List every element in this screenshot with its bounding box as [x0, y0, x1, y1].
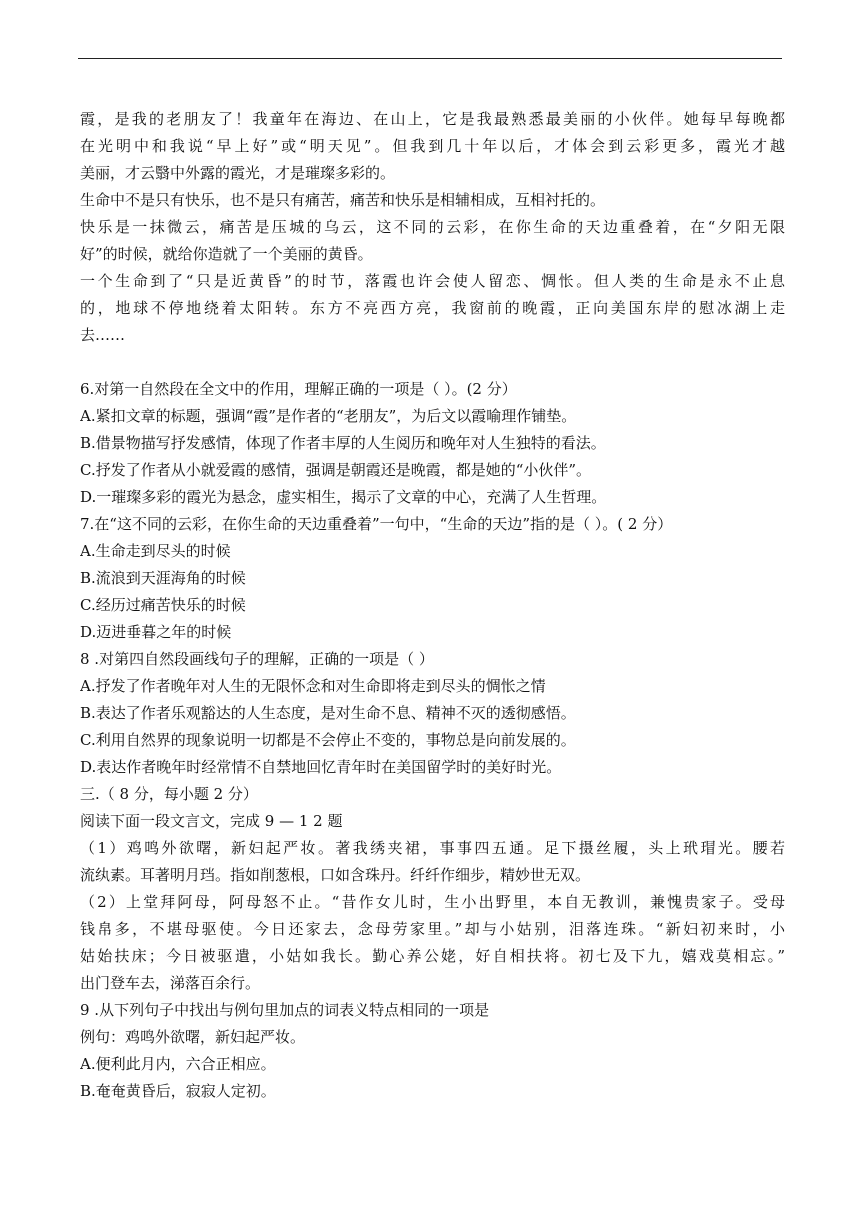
passage-line: 生命中不是只有快乐，也不是只有痛苦，痛苦和快乐是相辅相成，互相衬托的。 [80, 191, 606, 209]
classical-text-line: （1）鸡鸣外欲曙，新妇起严妆。著我绣夹裙，事事四五通。足下摄丝履，头上玳瑁光。腰若 [80, 839, 785, 857]
passage-line: 快乐是一抹微云，痛苦是压城的乌云，这不同的云彩，在你生命的天边重叠着，在“夕阳无限 [80, 218, 785, 236]
question-option: A.紧扣文章的标题，强调“霞”是作者的“老朋友”，为后文以霞喻理作铺垫。 [80, 407, 577, 425]
passage-line: 在光明中和我说“早上好”或“明天见”。但我到几十年以后，才体会到云彩更多，霞光才越 [80, 137, 785, 155]
question-option: C.抒发了作者从小就爱霞的感情，强调是朝霞还是晚霞，都是她的“小伙伴”。 [80, 461, 592, 479]
reading-instruction: 阅读下面一段文言文，完成 9 — 1 2 题 [80, 812, 343, 830]
passage-line: 好”的时候，就给你造就了一个美丽的黄昏。 [80, 245, 373, 263]
questions [80, 376, 785, 1105]
question-stem-9: 9 .从下列句子中找出与例句里加点的词表义特点相同的一项是 [80, 1001, 490, 1019]
section-heading-3: 三.（ 8 分，每小题 2 分） [80, 785, 258, 803]
passage [80, 106, 785, 349]
question-option: C.经历过痛苦快乐的时候 [80, 596, 246, 614]
classical-text-line: 流纨素。耳著明月珰。指如削葱根，口如含珠丹。纤纤作细步，精妙世无双。 [80, 866, 591, 884]
classical-text-line: 出门登车去，涕落百余行。 [80, 974, 261, 992]
question-option: A.便利此月内，六合正相应。 [80, 1055, 276, 1073]
passage-line: 去…… [80, 326, 126, 344]
passage-line: 霞，是我的老朋友了！我童年在海边、在山上，它是我最熟悉最美丽的小伙伴。她每早每晚都 [80, 110, 785, 128]
header-rule [78, 58, 782, 59]
question-option: D.一璀璨多彩的霞光为悬念，虚实相生，揭示了文章的中心，充满了人生哲理。 [80, 488, 607, 506]
passage-line: 的，地球不停地绕着太阳转。东方不亮西方亮，我窗前的晚霞，正向美国东岸的慰冰湖上走 [80, 299, 785, 317]
question-option: D.表达作者晚年时经常情不自禁地回忆青年时在美国留学时的美好时光。 [80, 758, 562, 776]
question-option: B.借景物描写抒发感情，体现了作者丰厚的人生阅历和晚年对人生独特的看法。 [80, 434, 606, 452]
question-option: D.迈进垂暮之年的时候 [80, 623, 232, 641]
classical-text-line: 姑始扶床；今日被驱遣，小姑如我长。勤心养公姥，好自相扶将。初七及下九，嬉戏莫相忘。” [80, 947, 785, 965]
example-sentence: 例句：鸡鸣外欲曙，新妇起严妆。 [80, 1028, 306, 1046]
document-body [80, 106, 785, 1105]
blank-line [80, 349, 785, 376]
question-option: B.流浪到天涯海角的时候 [80, 569, 246, 587]
question-option: A.抒发了作者晚年对人生的无限怀念和对生命即将走到尽头的惆怅之情 [80, 677, 546, 695]
passage-line: 美丽，才云翳中外露的霞光，才是璀璨多彩的。 [80, 164, 396, 182]
question-option: B.奄奄黄昏后，寂寂人定初。 [80, 1082, 276, 1100]
question-stem-6: 6.对第一自然段在全文中的作用，理解正确的一项是（ ）。(2 分） [80, 380, 517, 398]
question-option: B.表达了作者乐观豁达的人生态度，是对生命不息、精神不灭的透彻感悟。 [80, 704, 576, 722]
question-option: C.利用自然界的现象说明一切都是不会停止不变的，事物总是向前发展的。 [80, 731, 576, 749]
question-stem-8: 8 .对第四自然段画线句子的理解，正确的一项是（ ） [80, 650, 434, 668]
passage-line: 一个生命到了“只是近黄昏”的时节，落霞也许会使人留恋、惆怅。但人类的生命是永不止息 [80, 272, 785, 290]
classical-text-line: （2）上堂拜阿母，阿母怒不止。“昔作女儿时，生小出野里，本自无教训，兼愧贵家子。受母 [80, 893, 785, 911]
question-stem-7: 7.在“这不同的云彩，在你生命的天边重叠着”一句中，“生命的天边”指的是（ ）。( 2 分） [80, 515, 673, 533]
question-option: A.生命走到尽头的时候 [80, 542, 231, 560]
classical-text-line: 钱帛多，不堪母驱使。今日还家去，念母劳家里。”却与小姑别，泪落连珠。“新妇初来时，小 [80, 920, 785, 938]
